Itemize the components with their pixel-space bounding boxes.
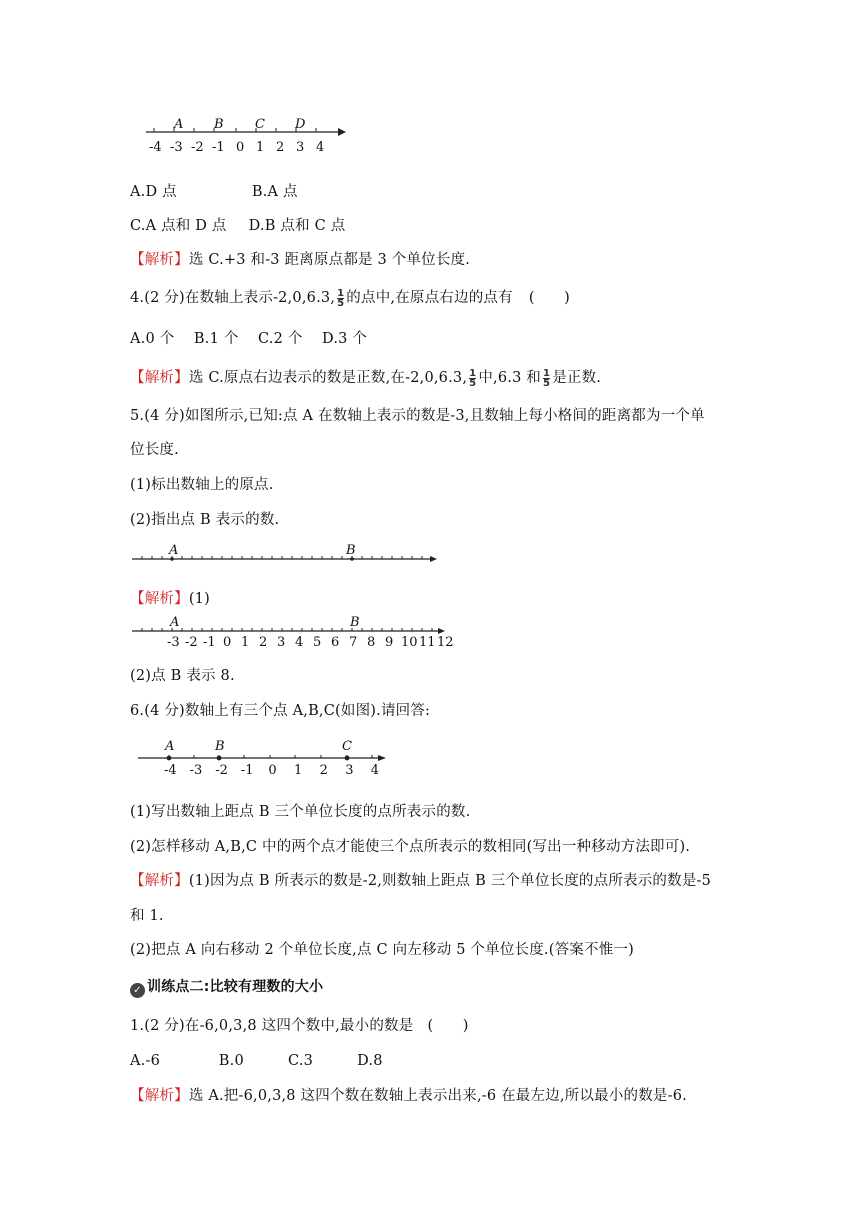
tick-label: 3 [296, 140, 305, 155]
analysis-tag: 【解析】 [130, 591, 189, 607]
tick-label: -3 [170, 140, 183, 155]
q6-part-2: (2)怎样移动 A,B,C 中的两个点才能使三个点所表示的数相同(写出一种移动方法即可). [130, 839, 691, 855]
tick-label: 3 [345, 763, 354, 778]
tick-label: 1 [241, 635, 250, 650]
tick-label: 2 [319, 763, 328, 778]
tick-label: -1 [203, 635, 216, 650]
frac-num: 1 [469, 367, 477, 379]
fraction-one-fifth [542, 369, 551, 388]
s2q1-solution [130, 1084, 687, 1105]
point-label-A: A [170, 615, 180, 630]
point-label-A: A [169, 543, 179, 558]
s2q1-options: A.-6 B.0 C.3 D.8 [130, 1053, 383, 1069]
analysis-tag: 【解析】 [130, 252, 189, 268]
tick-label: 0 [223, 635, 232, 650]
section-title: 训练点二:比较有理数的大小 [147, 979, 324, 995]
q5-solution-2: (2)点 B 表示 8. [130, 668, 235, 684]
tick-label: -4 [164, 763, 177, 778]
point-label-A: A [165, 739, 175, 754]
tick-label: 1 [294, 763, 303, 778]
tick-label: -4 [149, 140, 162, 155]
tick-label: -3 [189, 763, 203, 778]
section-heading [130, 976, 323, 998]
number-line-figure-q5 [130, 542, 440, 567]
q5-stem-line-2: 位长度. [130, 442, 179, 458]
tick-label: 1 [256, 140, 265, 155]
q6-solution-2: (2)把点 A 向右移动 2 个单位长度,点 C 向左移动 5 个单位长度.(答案不惟一) [130, 942, 634, 958]
analysis-tag: 【解析】 [130, 1088, 189, 1104]
tick-label: 8 [367, 635, 376, 650]
q6-solution-text: (1)因为点 B 所表示的数是-2,则数轴上距点 B 三个单位长度的点所表示的数是-5 [188, 873, 712, 889]
point-label-B: B [346, 543, 356, 558]
fraction-one-fifth [336, 289, 345, 308]
q5-part-1: (1)标出数轴上的原点. [130, 477, 274, 493]
q3-option-b: B.A 点 [251, 184, 298, 200]
q3-options-row-2 [130, 214, 345, 235]
point-B-dot [217, 756, 222, 761]
tick-label: -2 [215, 763, 228, 778]
q4-stem-text-2: 的点中,在原点右边的点有 [346, 290, 513, 306]
tick-label: 4 [316, 140, 325, 155]
tick-labels [149, 140, 324, 155]
answer-paren: ( ) [528, 290, 570, 306]
point-label-B: B [215, 739, 225, 754]
tick-label: 10 [401, 635, 418, 650]
tick-label: -1 [212, 140, 225, 155]
tick-label: 3 [277, 635, 286, 650]
q5-part-2: (2)指出点 B 表示的数. [130, 512, 280, 528]
point-A-dot [167, 756, 172, 761]
number-line-figure-1 [140, 110, 350, 155]
tick-label: -3 [167, 635, 180, 650]
tick-label: 12 [437, 635, 454, 650]
tick-label: 2 [259, 635, 268, 650]
tick-label: 11 [419, 635, 436, 650]
q5-solution-part-1: (1) [188, 591, 210, 607]
frac-num: 1 [543, 367, 551, 379]
tick-label: -2 [191, 140, 204, 155]
point-label-C: C [255, 117, 265, 132]
tick-label: -2 [185, 635, 198, 650]
q3-solution-text: 选 C.+3 和-3 距离原点都是 3 个单位长度. [188, 252, 471, 268]
q5-stem-line-1: 5.(4 分)如图所示,已知:点 A 在数轴上表示的数是-3,且数轴上每小格间的距离都为一个单 [130, 408, 705, 424]
q4-stem [130, 286, 570, 308]
q6-solution-1 [130, 869, 711, 890]
tick-label: 4 [370, 763, 380, 778]
q5-solution-1 [130, 587, 210, 608]
q3-option-d: D.B 点和 C 点 [248, 218, 346, 234]
point-C-dot [345, 756, 350, 761]
tick-label: 2 [276, 140, 285, 155]
point-label-C: C [342, 739, 352, 754]
q3-option-a: A.D 点 [130, 184, 177, 200]
fraction-one-fifth [468, 369, 477, 388]
number-line-figure-q6 [136, 734, 396, 779]
s2q1-solution-text: 选 A.把-6,0,3,8 这四个数在数轴上表示出来,-6 在最左边,所以最小的数是-6. [188, 1088, 687, 1104]
frac-den: 5 [543, 377, 551, 389]
s2q1-stem [130, 1014, 469, 1035]
q3-solution [130, 248, 470, 269]
answer-paren: ( ) [427, 1018, 469, 1034]
frac-den: 5 [337, 297, 345, 309]
point-label-A: A [174, 117, 184, 132]
q4-solution-text-2: 中,6.3 和 [478, 370, 542, 386]
q6-stem: 6.(4 分)数轴上有三个点 A,B,C(如图).请回答: [130, 703, 431, 719]
q3-options-row-1 [130, 180, 298, 201]
analysis-tag: 【解析】 [130, 873, 189, 889]
q4-solution-text-3: 是正数. [552, 370, 602, 386]
tick-label: 9 [385, 635, 394, 650]
q6-part-1: (1)写出数轴上距点 B 三个单位长度的点所表示的数. [130, 804, 471, 820]
frac-num: 1 [337, 287, 345, 299]
q6-solution-1-cont: 和 1. [130, 908, 164, 924]
q3-option-c: C.A 点和 D 点 [130, 218, 227, 234]
tick-label: 0 [236, 140, 245, 155]
s2q1-stem-text: 1.(2 分)在-6,0,3,8 这四个数中,最小的数是 [130, 1018, 414, 1034]
point-label-B: B [214, 117, 224, 132]
point-label-B: B [350, 615, 360, 630]
number-line-answer-q5 [130, 612, 454, 652]
tick-label: 0 [268, 763, 277, 778]
q4-stem-text: 4.(2 分)在数轴上表示-2,0,6.3, [130, 290, 336, 306]
frac-den: 5 [469, 377, 477, 389]
tick-label: 6 [331, 635, 340, 650]
tick-label: 5 [313, 635, 322, 650]
point-label-D: D [295, 117, 306, 132]
q4-options: A.0 个 B.1 个 C.2 个 D.3 个 [130, 331, 368, 347]
tick-label: -1 [240, 763, 254, 778]
tick-label: 7 [349, 635, 358, 650]
tick-label: 4 [295, 635, 304, 650]
section-marker-icon: ✓ [130, 983, 145, 998]
q4-solution-text: 选 C.原点右边表示的数是正数,在-2,0,6.3, [188, 370, 468, 386]
analysis-tag: 【解析】 [130, 370, 189, 386]
q4-solution [130, 366, 601, 388]
